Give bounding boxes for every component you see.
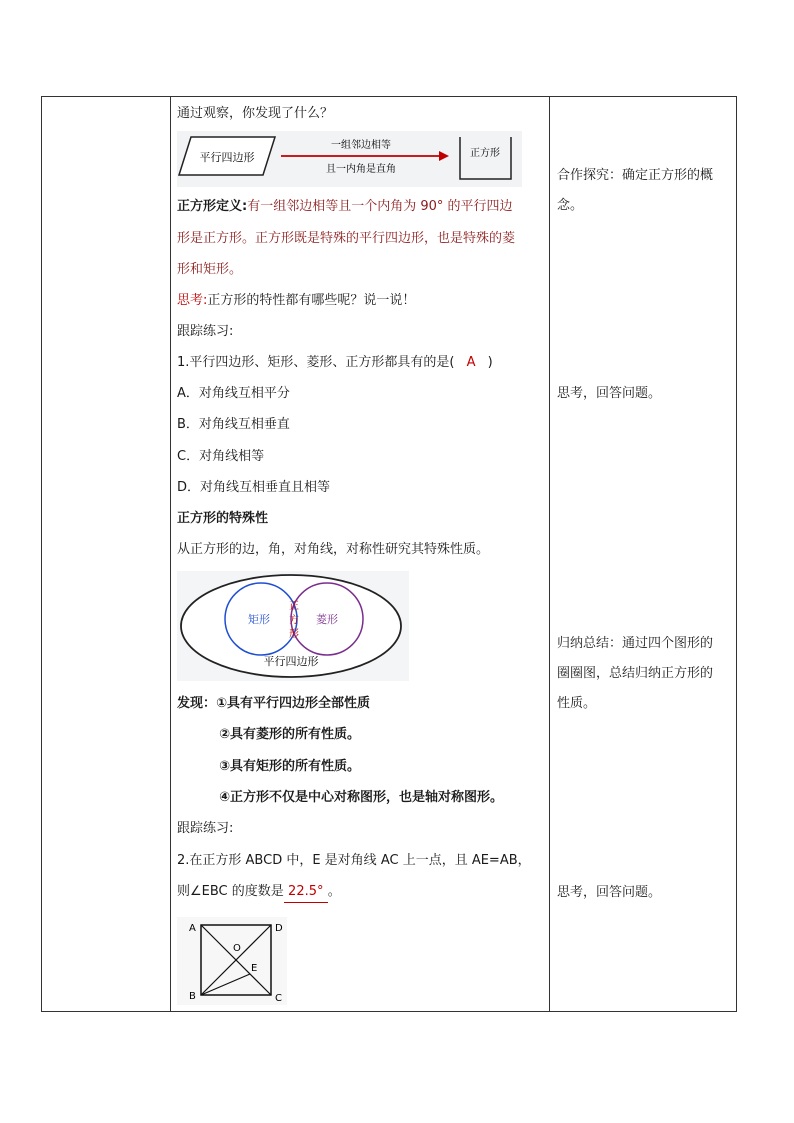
right-note-3-line-3: 性质。 — [557, 696, 597, 711]
found-item-1: ①具有平行四边形全部性质 — [216, 696, 371, 711]
definition-label: 正方形定义: — [177, 199, 248, 214]
definition-diagram — [177, 131, 522, 187]
right-note-3-line-2: 圈圈图，总结归纳正方形的 — [557, 666, 714, 681]
label-b: B — [189, 991, 196, 1002]
found-item-3: ③具有矩形的所有性质。 — [219, 759, 361, 774]
found-line-1 — [177, 694, 370, 714]
found-item-2: ②具有菱形的所有性质。 — [219, 727, 361, 742]
q2-stem: 则∠EBC 的度数是 — [177, 884, 284, 899]
found-label: 发现： — [177, 696, 217, 711]
venn-center-2: 方 — [289, 615, 299, 626]
think-label: 思考: — [177, 293, 208, 308]
label-c: C — [275, 993, 282, 1004]
label-e: E — [251, 963, 258, 974]
fig1-left-label: 平行四边形 — [199, 151, 255, 164]
venn-right-label: 菱形 — [316, 613, 338, 626]
practice1-title: 跟踪练习: — [177, 324, 234, 339]
definition-line-1 — [177, 197, 513, 217]
definition-line-3: 形和矩形。 — [177, 262, 243, 277]
right-note-1 — [557, 161, 732, 221]
q1-option-c: C．对角线相等 — [177, 449, 265, 464]
label-a: A — [189, 923, 196, 934]
right-note-1-line-2: 念。 — [557, 198, 584, 213]
q1-option-a: A．对角线互相平分 — [177, 386, 290, 401]
think-text: 正方形的特性都有哪些呢？说一说！ — [207, 293, 416, 308]
column-divider-1 — [170, 97, 171, 1011]
label-o: O — [233, 943, 241, 954]
q2-stem-end: 。 — [327, 884, 341, 899]
question-1 — [177, 353, 493, 373]
definition-text-1: 有一组邻边相等且一个内角为 90° 的平行四边 — [247, 199, 513, 214]
special-text: 从正方形的边，角，对角线，对称性研究其特殊性质。 — [177, 542, 490, 557]
q1-stem-end: ) — [487, 355, 493, 370]
definition-line-2: 形是正方形。正方形既是特殊的平行四边形，也是特殊的菱 — [177, 231, 516, 246]
right-note-3 — [557, 629, 732, 719]
q1-stem: 1.平行四边形、矩形、菱形、正方形都具有的是( — [177, 355, 455, 370]
q1-option-d: D．对角线互相垂直且相等 — [177, 480, 331, 495]
practice2-title: 跟踪练习: — [177, 821, 234, 836]
special-title: 正方形的特殊性 — [177, 511, 269, 526]
venn-outer-label: 平行四边形 — [263, 655, 319, 668]
intro-text: 通过观察，你发现了什么？ — [177, 106, 334, 121]
question-2-line-1: 2.在正方形 ABCD 中，E 是对角线 AC 上一点，且 AE=AB， — [177, 853, 531, 868]
question-2-line-2 — [177, 882, 341, 903]
square-diagram — [177, 917, 287, 1005]
right-note-1-line-1: 合作探究：确定正方形的概 — [557, 168, 714, 183]
column-divider-2 — [549, 97, 550, 1011]
fig1-right-label: 正方形 — [470, 148, 500, 159]
q1-option-b: B．对角线互相垂直 — [177, 417, 290, 432]
think-line — [177, 291, 415, 311]
right-note-4: 思考，回答问题。 — [557, 885, 662, 900]
venn-center-1: 正 — [289, 601, 299, 612]
right-note-2: 思考，回答问题。 — [557, 386, 662, 401]
lesson-table — [41, 96, 737, 1012]
venn-left-label: 矩形 — [248, 613, 270, 626]
q2-answer: 22.5° — [284, 882, 328, 903]
venn-diagram — [177, 571, 409, 681]
q1-answer: A — [466, 355, 476, 370]
venn-center-3: 形 — [289, 629, 299, 640]
found-item-4: ④正方形不仅是中心对称图形，也是轴对称图形。 — [219, 790, 504, 805]
label-d: D — [275, 923, 283, 934]
fig1-arrow-bottom: 且一内角是直角 — [326, 164, 396, 175]
right-note-3-line-1: 归纳总结：通过四个图形的 — [557, 636, 714, 651]
fig1-arrow-top: 一组邻边相等 — [331, 140, 391, 151]
